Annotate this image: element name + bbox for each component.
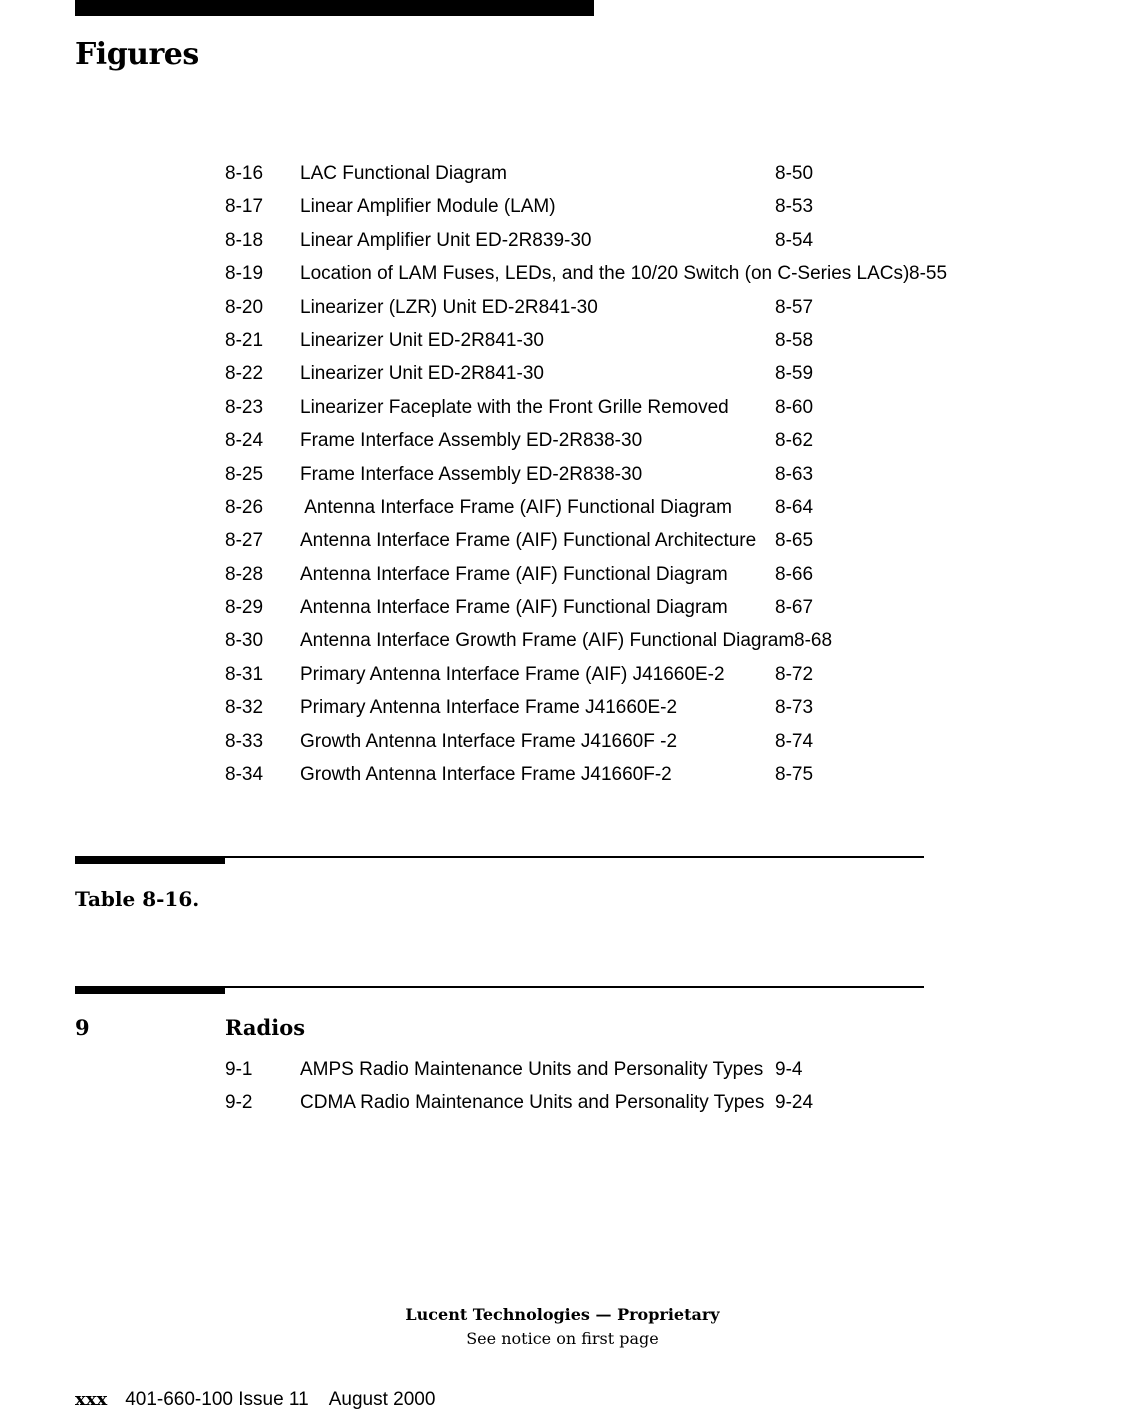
entry-number: 8-34 <box>225 764 264 786</box>
figure-entry[interactable] <box>225 224 1105 257</box>
entry-page-ref: 8-68 <box>794 624 832 657</box>
entry-title: Antenna Interface Growth Frame (AIF) Functional Diagram <box>300 630 795 652</box>
radios-table-list <box>225 1053 1105 1119</box>
entry-number: 8-18 <box>225 229 264 251</box>
entry-page-ref: 9-24 <box>775 1086 813 1119</box>
figure-entry[interactable] <box>225 291 1105 324</box>
entry-title: CDMA Radio Maintenance Units and Personality Types <box>300 1092 765 1113</box>
entry-number: 8-17 <box>225 196 264 218</box>
figure-list <box>225 157 1105 791</box>
table-section-rule <box>75 856 924 864</box>
entry-title: AMPS Radio Maintenance Units and Personality Types <box>300 1059 764 1080</box>
entry-title: Frame Interface Assembly ED-2R838-30 <box>300 463 643 485</box>
entry-number: 8-33 <box>225 730 264 752</box>
entry-page-ref: 8-59 <box>775 357 813 390</box>
entry-title: Linearizer Unit ED-2R841-30 <box>300 329 544 351</box>
entry-page-ref: 8-67 <box>775 591 813 624</box>
figure-entry[interactable] <box>225 491 1105 524</box>
entry-page-ref: 8-55 <box>909 257 947 290</box>
entry-number: 8-25 <box>225 463 264 485</box>
entry-page-ref: 8-72 <box>775 658 813 691</box>
entry-page-ref: 8-58 <box>775 324 813 357</box>
figure-entry[interactable] <box>225 558 1105 591</box>
page-title: Figures <box>75 37 199 72</box>
figure-entry[interactable] <box>225 257 1105 290</box>
figure-entry[interactable] <box>225 658 1105 691</box>
entry-title: Growth Antenna Interface Frame J41660F-2 <box>300 764 672 786</box>
table-entry[interactable] <box>225 1086 1105 1119</box>
chapter-title: Radios <box>225 1015 306 1040</box>
header-rule <box>75 0 594 16</box>
footer-doc-line <box>75 1386 435 1414</box>
entry-page-ref: 8-57 <box>775 291 813 324</box>
entry-title: Antenna Interface Frame (AIF) Functional Diagram <box>300 563 728 585</box>
entry-page-ref: 8-65 <box>775 524 813 557</box>
figure-entry[interactable] <box>225 190 1105 223</box>
chapter-number: 9 <box>75 1015 90 1040</box>
entry-number: 8-26 <box>225 496 264 518</box>
entry-title: Primary Antenna Interface Frame (AIF) J41660E-2 <box>300 663 725 685</box>
entry-title: Primary Antenna Interface Frame J41660E-2 <box>300 697 678 719</box>
figure-entry[interactable] <box>225 391 1105 424</box>
entry-page-ref: 8-74 <box>775 725 813 758</box>
entry-page-ref: 8-73 <box>775 691 813 724</box>
figure-entry[interactable] <box>225 624 1105 657</box>
figure-entry[interactable] <box>225 725 1105 758</box>
entry-number: 8-32 <box>225 697 264 719</box>
entry-title: LAC Functional Diagram <box>300 163 507 184</box>
entry-page-ref: 8-64 <box>775 491 813 524</box>
figure-entry[interactable] <box>225 524 1105 557</box>
entry-title: Linearizer Unit ED-2R841-30 <box>300 363 544 385</box>
entry-number: 8-31 <box>225 663 264 685</box>
entry-number: 8-22 <box>225 363 264 385</box>
entry-number: 8-23 <box>225 396 264 418</box>
entry-number: 8-29 <box>225 597 264 619</box>
figure-entry[interactable] <box>225 324 1105 357</box>
entry-title: Frame Interface Assembly ED-2R838-30 <box>300 430 643 452</box>
entry-number: 8-16 <box>225 163 264 184</box>
figure-entry[interactable] <box>225 424 1105 457</box>
entry-title: Linearizer Faceplate with the Front Grille Removed <box>300 396 729 418</box>
table-entry[interactable] <box>225 1053 1105 1086</box>
entry-page-ref: 8-62 <box>775 424 813 457</box>
entry-page-ref: 8-60 <box>775 391 813 424</box>
figure-entry[interactable] <box>225 357 1105 390</box>
entry-number: 8-27 <box>225 530 264 552</box>
entry-title: Linear Amplifier Module (LAM) <box>300 196 556 218</box>
table-heading: Table 8-16. <box>75 887 200 911</box>
chapter-rule <box>75 986 924 994</box>
figure-entry[interactable] <box>225 758 1105 791</box>
figure-entry[interactable] <box>225 591 1105 624</box>
entry-title: Location of LAM Fuses, LEDs, and the 10/20 Switch (on C-Series LACs) <box>300 263 910 285</box>
entry-page-ref: 8-75 <box>775 758 813 791</box>
entry-title: Growth Antenna Interface Frame J41660F -2 <box>300 730 678 752</box>
entry-title: Linearizer (LZR) Unit ED-2R841-30 <box>300 296 598 318</box>
entry-title: Antenna Interface Frame (AIF) Functional Diagram <box>300 597 728 619</box>
footer-notice: See notice on first page <box>466 1329 659 1348</box>
entry-number: 9-1 <box>225 1059 253 1080</box>
entry-page-ref: 8-50 <box>775 157 813 190</box>
figure-entry[interactable] <box>225 458 1105 491</box>
entry-page-ref: 8-63 <box>775 458 813 491</box>
entry-page-ref: 9-4 <box>775 1053 802 1086</box>
entry-number: 8-19 <box>225 263 264 285</box>
entry-page-ref: 8-53 <box>775 190 813 223</box>
entry-number: 8-28 <box>225 563 264 585</box>
entry-page-ref: 8-66 <box>775 558 813 591</box>
entry-number: 8-24 <box>225 430 264 452</box>
entry-number: 8-30 <box>225 630 264 652</box>
figure-entry[interactable] <box>225 691 1105 724</box>
entry-title: Antenna Interface Frame (AIF) Functional Diagram <box>300 496 732 518</box>
entry-title: Linear Amplifier Unit ED-2R839-30 <box>300 229 592 251</box>
doc-info: 401-660-100 Issue 11 August 2000 <box>125 1389 436 1410</box>
entry-page-ref: 8-54 <box>775 224 813 257</box>
figure-entry[interactable] <box>225 157 1105 190</box>
entry-number: 8-21 <box>225 329 264 351</box>
entry-number: 9-2 <box>225 1092 253 1113</box>
entry-title: Antenna Interface Frame (AIF) Functional Architecture <box>300 530 757 552</box>
entry-number: 8-20 <box>225 296 264 318</box>
page-folio: xxx <box>75 1389 108 1410</box>
footer-company: Lucent Technologies — Proprietary <box>405 1305 720 1324</box>
